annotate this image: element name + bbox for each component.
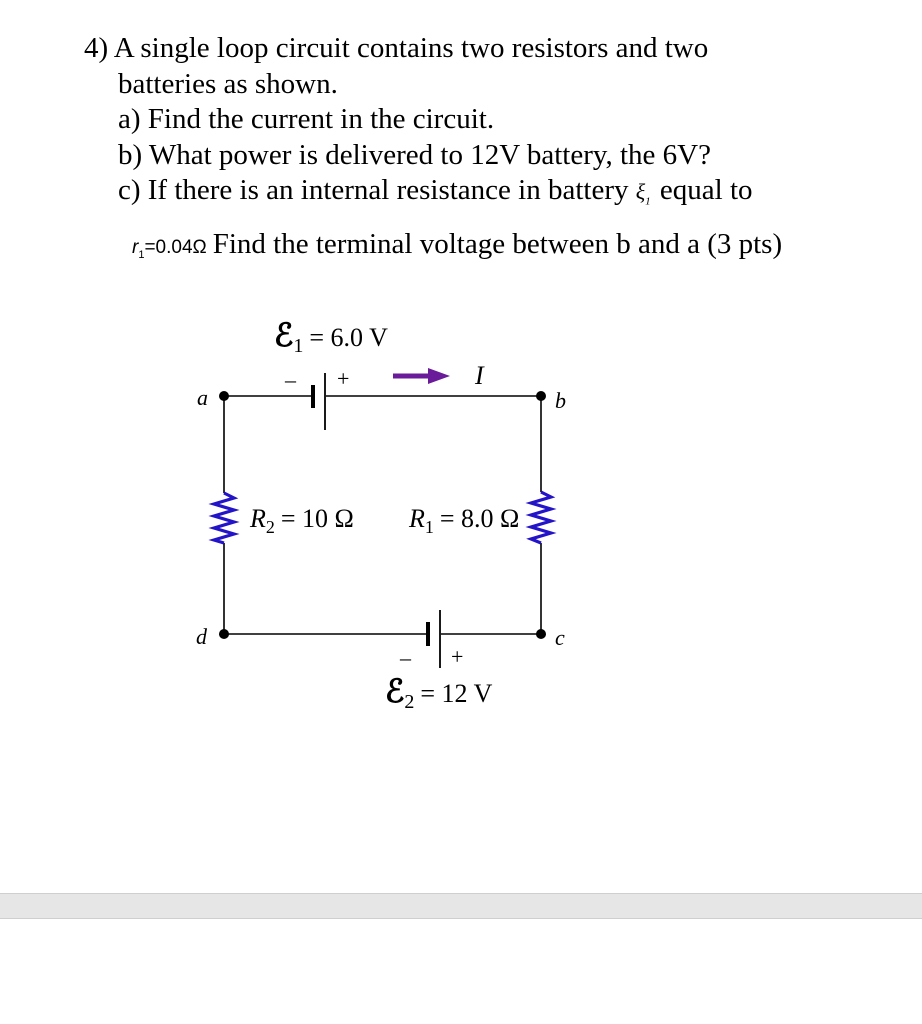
node-b-label: b <box>555 388 566 413</box>
r1-symbol: R <box>409 504 425 533</box>
battery-2 <box>428 610 440 668</box>
question-c-suffix: equal to <box>659 174 753 206</box>
r-subscript: 1 <box>138 248 145 261</box>
r1-sub: 1 <box>424 517 434 537</box>
emf-1-label <box>274 317 388 357</box>
node-a-dot <box>219 391 229 401</box>
emf-1-value: = 6.0 V <box>309 323 388 352</box>
xi-symbol-char: ξ <box>635 179 646 204</box>
emf-1-symbol: ℰ <box>274 317 294 353</box>
current-arrow-head <box>428 368 450 384</box>
node-b-dot <box>536 391 546 401</box>
emf-2-symbol: ℰ <box>385 673 405 709</box>
r2-value: = 10 Ω <box>280 504 354 533</box>
battery-2-minus: – <box>400 645 411 670</box>
r2-label <box>249 504 354 537</box>
current-label: I <box>475 361 484 390</box>
question-b: b) What power is delivered to 12V battery, the 6V? <box>118 138 711 171</box>
node-c-label: c <box>555 625 565 650</box>
emf-2-sub: 2 <box>404 691 415 713</box>
r1-value: = 8.0 Ω <box>439 504 520 533</box>
battery-1-minus: – <box>285 367 296 392</box>
r-symbol: r <box>132 236 139 258</box>
problem-line-2: batteries as shown. <box>118 67 338 100</box>
r2-symbol: R <box>250 504 266 533</box>
node-a-label: a <box>197 385 208 410</box>
node-d-dot <box>219 629 229 639</box>
current-arrow <box>393 368 450 384</box>
node-c-dot <box>536 629 546 639</box>
battery-1-plus: + <box>337 366 350 391</box>
node-d-label: d <box>196 624 207 649</box>
horizontal-scrollbar[interactable] <box>0 893 922 919</box>
r2-sub: 2 <box>265 517 275 537</box>
r1-label <box>408 504 519 537</box>
question-c-prefix: c) If there is an internal resistance in battery <box>118 174 629 206</box>
r-value: =0.04Ω <box>144 236 207 258</box>
xi-subscript: 1 <box>645 195 651 208</box>
emf-1-sub: 1 <box>293 335 304 357</box>
emf-2-label <box>385 673 493 713</box>
problem-line-1: 4) A single loop circuit contains two resistors and two <box>84 32 709 64</box>
question-c-text: Find the terminal voltage between b and a (3 pts) <box>212 227 783 260</box>
battery-2-plus: + <box>451 644 464 669</box>
resistor-r1 <box>531 492 551 543</box>
battery-1 <box>313 373 325 430</box>
emf-2-value: = 12 V <box>420 679 493 708</box>
question-a: a) Find the current in the circuit. <box>118 103 495 135</box>
resistor-r2 <box>214 493 234 543</box>
